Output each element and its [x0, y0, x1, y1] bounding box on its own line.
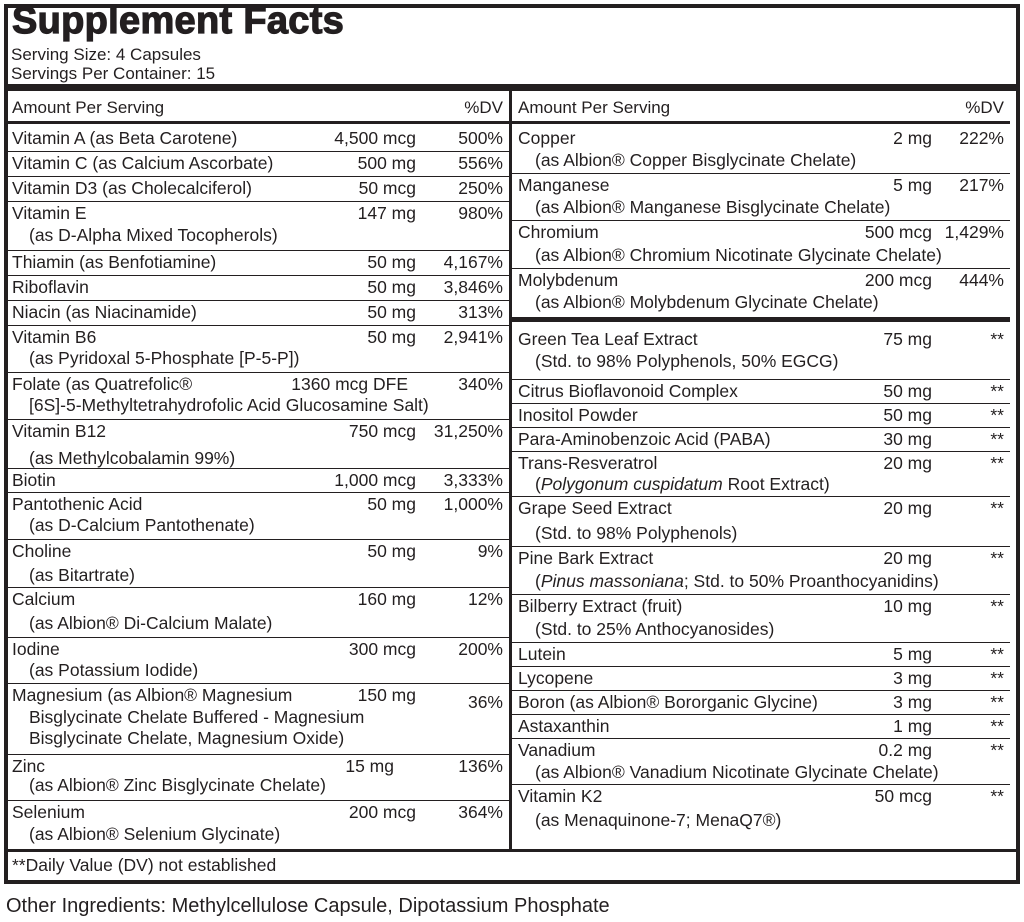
nutrient-name: Green Tea Leaf Extract	[518, 329, 698, 349]
nutrient-name: Grape Seed Extract	[518, 498, 672, 518]
nutrient-amount: 20 mg	[883, 453, 932, 473]
nutrient-name: Magnesium (as Albion® Magnesium	[12, 685, 293, 705]
nutrient-row	[512, 643, 1010, 667]
nutrient-dv: 200%	[458, 639, 503, 659]
dv-label: %DV	[464, 98, 503, 117]
nutrient-name: Vitamin E	[12, 203, 87, 223]
nutrient-row	[512, 221, 1010, 269]
nutrient-dv: 31,250%	[433, 421, 503, 441]
nutrient-source: (as D-Calcium Pantothenate)	[29, 515, 255, 535]
right-column	[512, 91, 1010, 849]
source-species: Pinus massoniana	[540, 571, 684, 591]
nutrient-amount: 200 mcg	[348, 802, 416, 822]
nutrient-amount: 1,000 mcg	[334, 470, 416, 490]
nutrient-dv: 313%	[458, 302, 503, 322]
nutrient-row	[512, 174, 1010, 221]
nutrient-source-cont: Bisglycinate Chelate, Magnesium Oxide)	[29, 728, 345, 748]
nutrient-dv: **	[990, 498, 1004, 518]
nutrient-name: Copper	[518, 128, 576, 148]
nutrient-amount: 50 mg	[883, 381, 932, 401]
nutrient-dv: **	[990, 668, 1004, 688]
nutrient-dv: 36%	[467, 692, 503, 712]
nutrient-name: Bilberry Extract (fruit)	[518, 596, 683, 616]
header-rule	[6, 84, 1018, 91]
nutrient-dv: 9%	[477, 541, 503, 561]
nutrient-name: Selenium	[12, 802, 85, 822]
nutrient-name: Inositol Powder	[518, 405, 638, 425]
dv-label: %DV	[965, 98, 1004, 117]
nutrient-source: (as Albion® Manganese Bisglycinate Chelate)	[535, 197, 891, 217]
nutrient-name: Vitamin B12	[12, 421, 107, 441]
nutrient-name: Vitamin B6	[12, 327, 97, 347]
nutrient-dv: 556%	[458, 153, 503, 173]
nutrient-amount: 3 mg	[893, 692, 932, 712]
nutrient-source: (as D-Alpha Mixed Tocopherols)	[29, 225, 278, 245]
nutrient-source: (as Albion® Selenium Glycinate)	[29, 824, 281, 844]
nutrient-name: Boron (as Albion® Bororganic Glycine)	[518, 692, 818, 712]
nutrient-dv: 3,846%	[443, 277, 503, 297]
nutrient-source: Bisglycinate Chelate Buffered - Magnesium	[29, 707, 365, 727]
nutrient-dv: 980%	[458, 203, 503, 223]
nutrient-amount: 500 mg	[357, 153, 416, 173]
nutrient-amount: 50 mg	[367, 277, 416, 297]
nutrient-amount: 10 mg	[883, 596, 932, 616]
nutrient-row	[6, 373, 509, 420]
nutrient-amount: 147 mg	[357, 203, 416, 223]
nutrient-amount: 5 mg	[893, 175, 932, 195]
nutrient-row	[512, 715, 1010, 739]
nutrient-row	[6, 276, 509, 301]
nutrient-dv: 1,429%	[944, 222, 1004, 242]
nutrient-row	[512, 428, 1010, 452]
nutrient-name: Niacin (as Niacinamide)	[12, 302, 197, 322]
nutrient-source: (as Albion® Vanadium Nicotinate Glycinate Chelate)	[535, 762, 939, 782]
amount-per-serving-label: Amount Per Serving	[518, 98, 671, 117]
nutrient-amount: 0.2 mg	[878, 740, 932, 760]
nutrient-row	[512, 547, 1010, 595]
nutrient-name: Zinc	[12, 756, 46, 776]
nutrient-dv: **	[990, 716, 1004, 736]
servings-per-container: Servings Per Container: 15	[11, 64, 216, 83]
nutrient-row	[512, 269, 1010, 322]
nutrient-amount: 75 mg	[883, 329, 932, 349]
nutrient-dv: 364%	[458, 802, 503, 822]
nutrient-source: (Std. to 98% Polyphenols)	[535, 523, 738, 543]
nutrient-amount: 200 mcg	[864, 270, 932, 290]
nutrient-dv: 12%	[467, 589, 503, 609]
nutrient-row	[512, 595, 1010, 643]
nutrient-row	[6, 152, 509, 177]
nutrient-row	[6, 420, 509, 469]
nutrient-source: (Std. to 25% Anthocyanosides)	[535, 619, 775, 639]
nutrient-row	[512, 785, 1010, 835]
nutrient-row	[6, 326, 509, 373]
nutrient-dv: 136%	[458, 756, 503, 776]
nutrient-row	[6, 202, 509, 251]
nutrient-row	[512, 380, 1010, 404]
nutrient-row	[6, 127, 509, 152]
nutrient-dv: **	[990, 381, 1004, 401]
serving-size: Serving Size: 4 Capsules	[11, 45, 201, 64]
nutrient-dv: **	[990, 740, 1004, 760]
nutrient-name: Folate (as Quatrefolic®	[12, 374, 193, 394]
other-ingredients: Other Ingredients: Methylcellulose Capsule, Dipotassium Phosphate	[6, 895, 610, 917]
nutrient-row	[512, 739, 1010, 785]
nutrient-source: (as Albion® Zinc Bisglycinate Chelate)	[29, 775, 326, 795]
nutrient-row	[512, 404, 1010, 428]
nutrient-source	[535, 473, 830, 496]
nutrient-name: Trans-Resveratrol	[518, 453, 658, 473]
left-column	[6, 91, 509, 849]
nutrient-dv: 4,167%	[443, 252, 503, 272]
nutrient-name: Vitamin A (as Beta Carotene)	[12, 128, 238, 148]
nutrient-dv: **	[990, 429, 1004, 449]
nutrient-row	[6, 540, 509, 588]
left-column-header	[6, 91, 509, 124]
nutrient-amount: 50 mg	[367, 302, 416, 322]
nutrient-amount: 50 mg	[367, 252, 416, 272]
nutrient-name: Pantothenic Acid	[12, 494, 143, 514]
nutrient-amount: 20 mg	[883, 498, 932, 518]
nutrient-amount: 50 mg	[367, 494, 416, 514]
panel-title: Supplement Facts	[12, 0, 345, 42]
nutrient-row	[6, 301, 509, 326]
nutrient-dv: 500%	[458, 128, 503, 148]
nutrient-dv: 3,333%	[443, 470, 503, 490]
nutrient-amount: 50 mcg	[874, 786, 932, 806]
nutrient-amount: 50 mg	[367, 327, 416, 347]
nutrient-source: (as Menaquinone-7; MenaQ7®)	[535, 810, 782, 830]
nutrient-name: Riboflavin	[12, 277, 89, 297]
nutrient-row	[6, 638, 509, 684]
nutrient-row	[6, 755, 509, 801]
nutrient-dv: **	[990, 405, 1004, 425]
nutrient-name: Manganese	[518, 175, 610, 195]
nutrient-name: Vanadium	[518, 740, 596, 760]
nutrient-dv: **	[990, 453, 1004, 473]
nutrient-row	[512, 667, 1010, 691]
nutrient-name: Vitamin C (as Calcium Ascorbate)	[12, 153, 274, 173]
nutrient-name: Chromium	[518, 222, 599, 242]
nutrient-source: (as Albion® Chromium Nicotinate Glycinate Chelate)	[535, 245, 942, 265]
nutrient-source: (as Potassium Iodide)	[29, 660, 199, 680]
nutrient-amount: 20 mg	[883, 548, 932, 568]
nutrient-dv: **	[990, 786, 1004, 806]
footnote-rule	[6, 849, 1018, 852]
nutrient-row	[6, 588, 509, 638]
nutrient-row	[512, 691, 1010, 715]
nutrient-row	[512, 497, 1010, 547]
nutrient-source: [6S]-5-Methyltetrahydrofolic Acid Glucosamine Salt)	[29, 395, 429, 415]
nutrient-dv: **	[990, 596, 1004, 616]
nutrient-row	[6, 801, 509, 848]
nutrient-source: (as Bitartrate)	[29, 565, 135, 585]
nutrient-name: Choline	[12, 541, 72, 561]
nutrient-dv: 444%	[959, 270, 1004, 290]
source-open: (	[535, 474, 541, 494]
nutrient-row	[512, 328, 1010, 380]
nutrient-name: Astaxanthin	[518, 716, 610, 736]
source-open: (	[535, 571, 541, 591]
nutrient-amount: 50 mg	[367, 541, 416, 561]
nutrient-source: (as Methylcobalamin 99%)	[29, 448, 236, 468]
nutrient-amount: 150 mg	[357, 685, 416, 705]
nutrient-dv: 340%	[458, 374, 503, 394]
nutrient-dv: **	[990, 329, 1004, 349]
nutrient-amount: 50 mg	[883, 405, 932, 425]
nutrient-name: Calcium	[12, 589, 76, 609]
nutrient-dv: 222%	[959, 128, 1004, 148]
nutrient-amount: 1360 mcg DFE	[291, 374, 408, 394]
nutrient-dv: **	[990, 548, 1004, 568]
footnote: **Daily Value (DV) not established	[12, 855, 277, 875]
nutrient-name: Lycopene	[518, 668, 594, 688]
source-species: Polygonum cuspidatum	[540, 474, 723, 494]
nutrient-amount: 30 mg	[883, 429, 932, 449]
amount-per-serving-label: Amount Per Serving	[12, 98, 165, 117]
nutrient-name: Vitamin K2	[518, 786, 603, 806]
nutrient-source: (as Albion® Molybdenum Glycinate Chelate)	[535, 292, 879, 312]
nutrient-amount: 4,500 mcg	[334, 128, 416, 148]
nutrient-name: Para-Aminobenzoic Acid (PABA)	[518, 429, 771, 449]
nutrient-dv: 1,000%	[443, 494, 503, 514]
nutrient-name: Iodine	[12, 639, 60, 659]
nutrient-name: Biotin	[12, 470, 56, 490]
nutrient-amount: 2 mg	[893, 128, 932, 148]
nutrient-dv: **	[990, 644, 1004, 664]
source-rest: ; Std. to 50% Proanthocyanidins)	[683, 571, 939, 591]
nutrient-source: (as Albion® Copper Bisglycinate Chelate)	[535, 150, 857, 170]
nutrient-dv: 2,941%	[443, 327, 503, 347]
nutrient-amount: 1 mg	[893, 716, 932, 736]
nutrient-name: Pine Bark Extract	[518, 548, 654, 568]
nutrient-name: Lutein	[518, 644, 566, 664]
nutrient-row	[6, 251, 509, 276]
nutrient-amount: 750 mcg	[348, 421, 416, 441]
nutrient-row	[512, 127, 1010, 174]
source-rest: Root Extract)	[722, 474, 830, 494]
nutrient-row	[6, 684, 509, 755]
nutrient-name: Thiamin (as Benfotiamine)	[12, 252, 217, 272]
nutrient-row	[6, 177, 509, 202]
nutrient-amount: 5 mg	[893, 644, 932, 664]
nutrient-source: (as Pyridoxal 5-Phosphate [P-5-P])	[29, 348, 300, 368]
nutrient-amount: 50 mcg	[358, 178, 416, 198]
nutrient-row	[512, 452, 1010, 497]
right-column-header	[512, 91, 1010, 124]
nutrient-name: Vitamin D3 (as Cholecalciferol)	[12, 178, 252, 198]
nutrient-amount: 160 mg	[357, 589, 416, 609]
nutrient-source: (as Albion® Di-Calcium Malate)	[29, 613, 273, 633]
nutrient-row	[6, 493, 509, 540]
nutrient-source: (Std. to 98% Polyphenols, 50% EGCG)	[535, 351, 839, 371]
nutrient-amount: 300 mcg	[348, 639, 416, 659]
nutrient-amount: 500 mcg	[864, 222, 932, 242]
nutrient-row	[6, 469, 509, 493]
nutrient-source	[535, 570, 939, 593]
nutrient-amount: 3 mg	[893, 668, 932, 688]
nutrient-dv: 217%	[959, 175, 1004, 195]
nutrient-amount: 15 mg	[345, 756, 394, 776]
nutrient-name: Molybdenum	[518, 270, 619, 290]
nutrient-name: Citrus Bioflavonoid Complex	[518, 381, 738, 401]
nutrient-dv: **	[990, 692, 1004, 712]
nutrient-dv: 250%	[458, 178, 503, 198]
